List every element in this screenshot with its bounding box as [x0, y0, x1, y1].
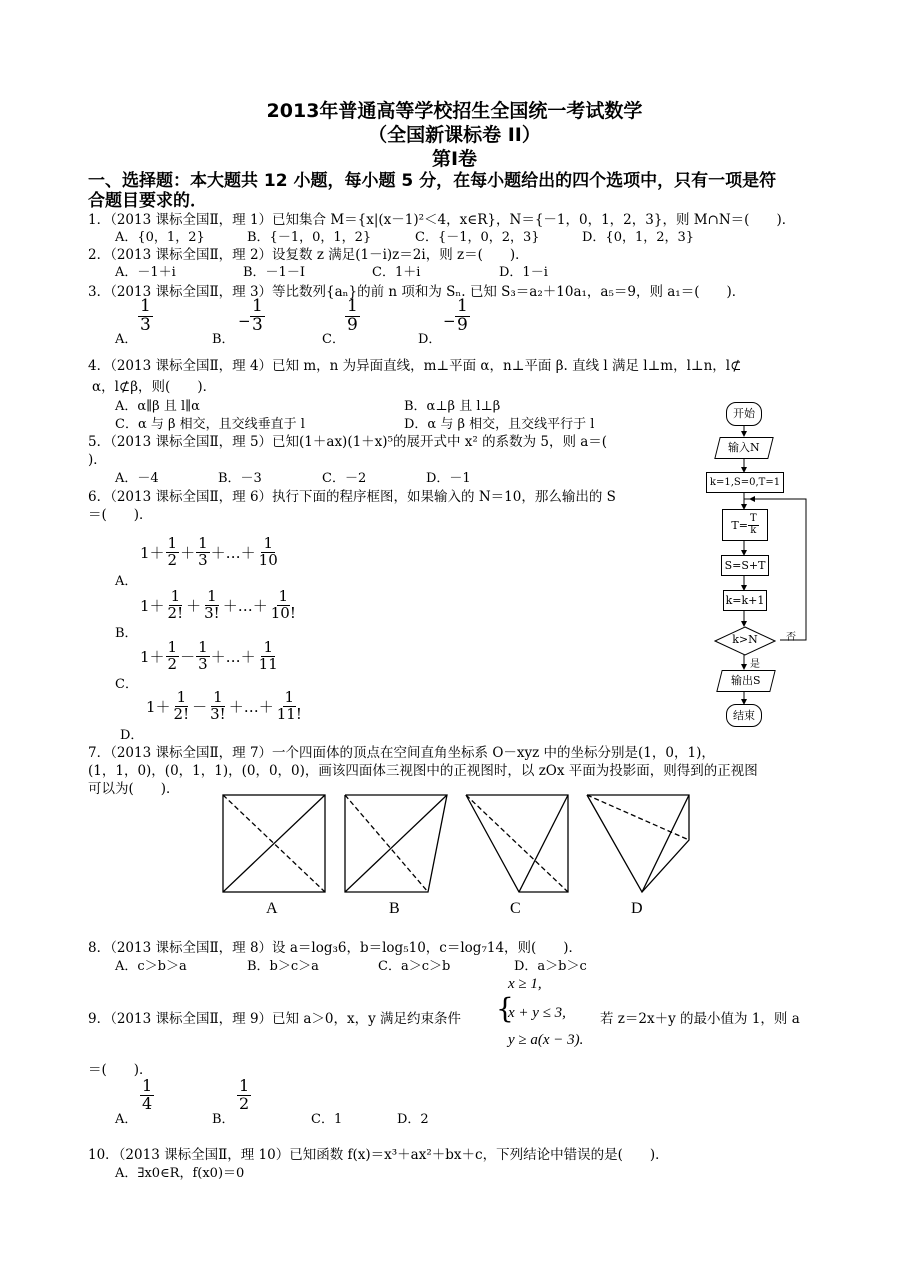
q5-option-c: C．－2: [322, 471, 367, 486]
q9-option-c: C．1: [311, 1112, 343, 1127]
q9-constraint-1: x ≥ 1,: [508, 976, 542, 992]
question-3: 3．（2013 课标全国Ⅱ，理 3）等比数列{aₙ}的前 n 项和为 Sₙ. 已知 S₃＝a₂＋10a₁，a₅＝9，则 a₁＝( )．: [88, 284, 746, 300]
question-9: 9．（2013 课标全国Ⅱ，理 9）已知 a＞0，x，y 满足约束条件: [88, 1011, 462, 1027]
q6-option-b: B．: [115, 626, 138, 641]
q1-option-d: D．{0，1，2，3}: [582, 230, 695, 245]
question-10: 10．（2013 课标全国Ⅱ，理 10）已知函数 f(x)＝x³＋ax²＋bx＋c，下列结论中错误的是( )．: [88, 1147, 669, 1163]
q4-option-d: D．α 与 β 相交，且交线平行于 l: [404, 417, 595, 432]
q3-option-a: A．: [115, 332, 138, 347]
q3-d-fraction: $\frac{1}{9}$: [457, 296, 468, 335]
q3-b-fraction: $\frac{1}{3}$: [252, 296, 263, 335]
q8-option-d: D．a＞b＞c: [514, 959, 587, 974]
q5-option-d: D．－1: [426, 471, 471, 486]
question-9-rest: 若 z＝2x＋y 的最小值为 1，则 a: [600, 1011, 800, 1027]
flowchart-k-update: k=k+1: [723, 590, 767, 611]
q8-option-c: C．a＞c＞b: [378, 959, 451, 974]
question-2: 2．（2013 课标全国Ⅱ，理 2）设复数 z 满足(1－i)z＝2i，则 z＝( )．: [88, 247, 529, 263]
q2-option-c: C．1＋i: [372, 265, 421, 280]
flowchart-no-label: 否: [786, 632, 796, 643]
q9-b-fraction: $\frac{1}{2}$: [239, 1076, 250, 1113]
q9-constraint-2: x + y ≤ 3,: [508, 1005, 566, 1021]
q5-option-b: B．－3: [218, 471, 262, 486]
question-5: 5．（2013 课标全国Ⅱ，理 5）已知(1＋ax)(1＋x)⁵的展开式中 x² 的系数为 5，则 a＝(: [88, 434, 608, 450]
q9-a-fraction: $\frac{1}{4}$: [142, 1076, 153, 1113]
q3-option-d: D．: [418, 332, 442, 347]
question-6-cont: ＝( )．: [88, 507, 153, 523]
question-4-cont: α，l⊄β，则( )．: [92, 379, 217, 395]
q3-option-b: B．: [212, 332, 235, 347]
flowchart-start: 开始: [726, 402, 762, 426]
q7-label-c: C: [510, 900, 521, 917]
volume-title: 第Ⅰ卷: [431, 148, 478, 170]
question-1: 1．（2013 课标全国Ⅱ，理 1）已知集合 M＝{x|(x－1)²＜4，x∈R}，N＝{－1，0，1，2，3}，则 M∩N＝( )．: [88, 212, 796, 228]
q6-option-b-expr: 1＋ $\frac{1}{2!}$ ＋ $\frac{1}{3!}$ ＋…＋ $\frac{1}{10!}$: [140, 587, 296, 622]
flowchart-yes-label: 是: [750, 659, 760, 670]
q5-option-a: A．－4: [115, 471, 159, 486]
flowchart-t-update: T= $\frac{T}{k}$: [722, 509, 768, 541]
question-6: 6．（2013 课标全国Ⅱ，理 6）执行下面的程序框图，如果输入的 N＝10，那么输出的 S: [88, 489, 616, 505]
q4-option-b: B．α⊥β 且 l⊥β: [404, 399, 501, 414]
q6-option-a: A．: [115, 574, 138, 589]
question-4: 4．（2013 课标全国Ⅱ，理 4）已知 m，n 为异面直线，m⊥平面 α，n⊥平面 β. 直线 l 满足 l⊥m，l⊥n，l⊄: [88, 358, 742, 374]
question-9-cont: ＝( )．: [88, 1062, 153, 1078]
q1-option-a: A．{0，1，2}: [115, 230, 205, 245]
q4-option-a: A．α∥β 且 l∥α: [115, 399, 200, 414]
brace-icon: {: [496, 992, 514, 1025]
q10-option-a: A．∃x0∈R，f(x0)＝0: [115, 1166, 245, 1181]
q2-option-a: A．－1＋i: [115, 265, 176, 280]
page-subtitle: （全国新课标卷 II）: [368, 124, 541, 146]
q3-c-fraction: $\frac{1}{9}$: [347, 296, 358, 335]
flowchart-input: 输入N: [714, 437, 773, 459]
q9-option-a: A．: [115, 1112, 138, 1127]
q9-constraint-3: y ≥ a(x − 3).: [508, 1032, 584, 1048]
q6-option-a-expr: 1＋ $\frac{1}{2}$ ＋ $\frac{1}{3}$ ＋…＋ $\frac{1}{10}$: [140, 534, 278, 569]
q4-option-c: C．α 与 β 相交，且交线垂直于 l: [115, 417, 305, 432]
q3-a-fraction: $\frac{1}{3}$: [140, 296, 151, 335]
flowchart-init: k=1,S=0,T=1: [706, 472, 784, 493]
q6-option-d: D．: [120, 728, 144, 743]
flowchart-s-update: S=S+T: [721, 555, 769, 576]
q2-option-d: D．1－i: [499, 265, 548, 280]
q3-b-sign: −: [238, 312, 251, 330]
q1-option-b: B．{－1，0，1，2}: [247, 230, 372, 245]
flowchart-decision-label: k>N: [732, 633, 758, 646]
question-7: 7．（2013 课标全国Ⅱ，理 7）一个四面体的顶点在空间直角坐标系 O－xyz 中的坐标分别是(1，0，1)，: [88, 745, 715, 761]
question-8: 8．（2013 课标全国Ⅱ，理 8）设 a＝log₃6，b＝log₅10，c＝log₇14，则( )．: [88, 940, 583, 956]
q8-option-b: B．b＞c＞a: [247, 959, 319, 974]
page-title: 2013年普通高等学校招生全国统一考试数学: [266, 100, 643, 122]
q1-option-c: C．{－1，0，2，3}: [415, 230, 540, 245]
q7-label-b: B: [389, 900, 400, 917]
q6-option-c: C．: [115, 677, 138, 692]
q3-d-sign: −: [443, 312, 456, 330]
section-heading-cont: 合题目要求的．: [88, 191, 207, 211]
q6-option-d-expr: 1＋ $\frac{1}{2!}$ － $\frac{1}{3!}$ ＋…＋ $\frac{1}{11!}$: [146, 688, 302, 723]
q3-option-c: C．: [322, 332, 345, 347]
flowchart-output: 输出S: [716, 670, 775, 692]
flowchart-end: 结束: [726, 704, 762, 727]
q9-option-d: D．2: [397, 1112, 429, 1127]
question-7-cont2: 可以为( )．: [88, 781, 180, 797]
q7-label-d: D: [631, 900, 643, 917]
q7-view-figures: [215, 790, 705, 900]
q2-option-b: B．－1－I: [243, 265, 305, 280]
q6-option-c-expr: 1＋ $\frac{1}{2}$ － $\frac{1}{3}$ ＋…＋ $\frac{1}{11}$: [140, 638, 278, 673]
q7-label-a: A: [266, 900, 278, 917]
q9-option-b: B．: [212, 1112, 235, 1127]
q8-option-a: A．c＞b＞a: [115, 959, 187, 974]
section-heading: 一、选择题：本大题共 12 小题，每小题 5 分，在每小题给出的四个选项中，只有一项是符: [88, 171, 777, 191]
question-7-cont: (1，1，0)，(0，1，1)，(0，0，0)，画该四面体三视图中的正视图时，以 zOx 平面为投影面，则得到的正视图: [88, 763, 758, 779]
question-5-cont: )．: [88, 452, 107, 468]
